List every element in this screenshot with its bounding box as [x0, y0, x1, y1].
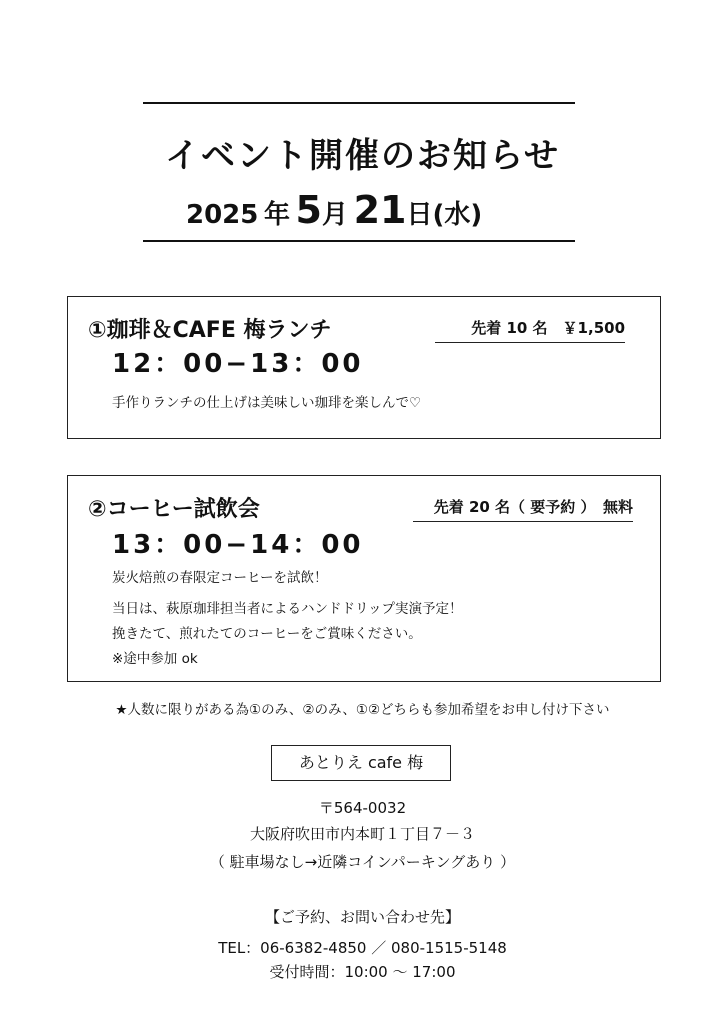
event-tasting-line: ※途中参加 ok	[112, 651, 198, 667]
event-tasting-line: 挽きたて、煎れたてのコーヒーをご賞味ください。	[112, 626, 422, 642]
event-tasting-badge: 先着 20 名（ 要予約 ） 無料	[413, 496, 633, 522]
date-year: 2025	[186, 200, 259, 230]
header-top-rule	[143, 102, 575, 104]
event-tasting-time: 13：00−14：00	[112, 530, 364, 560]
event-tasting-line: 炭火焙煎の春限定コーヒーを試飲！	[112, 570, 328, 586]
event-lunch-time: 12：00−13：00	[112, 349, 364, 379]
event-lunch-box	[67, 296, 661, 439]
shop-address: 大阪府吹田市内本町１丁目７－３	[249, 825, 475, 843]
page-title: イベント開催のお知らせ	[165, 136, 560, 176]
date-month: 5	[295, 188, 322, 232]
date-day: 21	[353, 188, 407, 232]
event-lunch-badge: 先着 10 名 ￥1,500	[435, 317, 625, 343]
contact-heading: 【ご予約、お問い合わせ先】	[264, 908, 460, 926]
shop-name: あとりえ cafe 梅	[271, 745, 451, 781]
contact-hours: 受付時間：10:00 ～ 17:00	[269, 963, 456, 981]
parking-info: （ 駐車場なし→近隣コインパーキングあり ）	[209, 853, 516, 871]
date-year-unit: 年	[263, 200, 290, 230]
event-date	[186, 188, 482, 232]
date-day-unit: 日	[406, 200, 433, 230]
event-lunch-title: ①珈琲＆CAFE 梅ランチ	[88, 318, 332, 343]
event-lunch-description: 手作りランチの仕上げは美味しい珈琲を楽しんで♡	[112, 395, 422, 411]
capacity-note: ★人数に限りがある為①のみ、②のみ、①②どちらも参加希望をお申し付け下さい	[115, 702, 610, 718]
postal-code: 〒564-0032	[318, 799, 407, 817]
event-tasting-title: ②コーヒー試飲会	[88, 497, 260, 522]
contact-phone: TEL：06-6382-4850 ／ 080-1515-5148	[218, 939, 507, 957]
date-weekday: (水)	[432, 200, 483, 230]
event-tasting-box	[67, 475, 661, 682]
header-bottom-rule	[143, 240, 575, 242]
date-month-unit: 月	[322, 200, 349, 230]
event-tasting-line: 当日は、萩原珈琲担当者によるハンドドリップ実演予定！	[112, 601, 463, 617]
